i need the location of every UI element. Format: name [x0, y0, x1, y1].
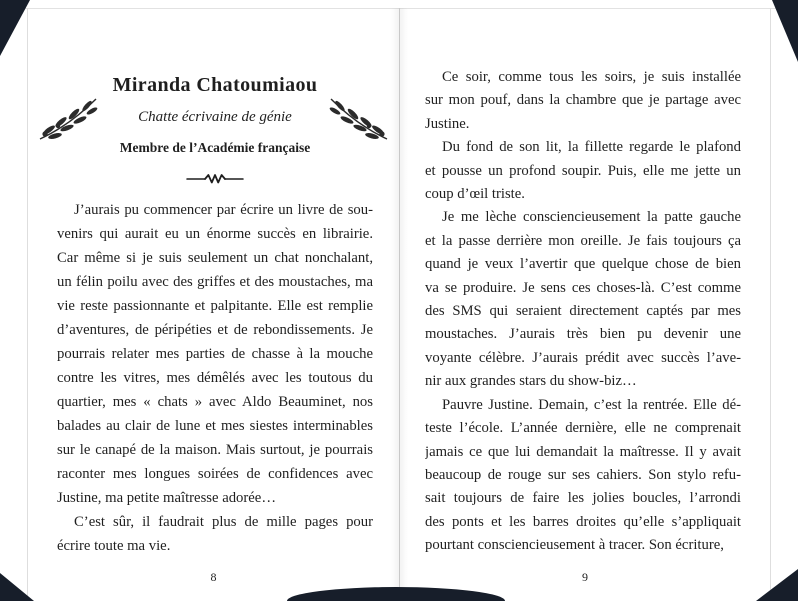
text-line: un félin poilu avec des griffes et des moustaches, ma — [57, 274, 373, 290]
text-line: raconter mes longues soirées de confidences avec — [57, 466, 373, 482]
text-line: des ponts et les barres droites qu’elle s’appliquait — [425, 513, 741, 530]
squiggle-divider-icon — [57, 172, 373, 186]
text-line: C’est sûr, il faudrait plus de mille pages pour — [74, 514, 373, 530]
paragraph — [425, 66, 741, 136]
olive-branch-left-icon — [37, 94, 99, 142]
olive-branch-right-icon — [328, 94, 390, 142]
paragraph — [425, 206, 741, 393]
text-line: balades au clair de lune et mes siestes interminables — [57, 418, 373, 434]
text-line: pourrais relater mes parties de chasse à la mouche — [57, 346, 373, 362]
text-line: sait toujours de faire les jolies boucles, l’arrondi — [425, 490, 741, 507]
chapter-membership: Membre de l’Académie française — [119, 140, 311, 155]
text-line: quand je veux l’avertir que quelque chose de bien — [425, 256, 741, 273]
text-line: J’aurais pu commencer par écrire un livre de sou- — [74, 202, 373, 218]
left-page-text — [57, 198, 373, 558]
text-line: écrire toute ma vie. — [57, 538, 171, 554]
text-line: vie reste passionnante et palpitante. Elle est remplie — [57, 298, 373, 314]
paragraph — [425, 394, 741, 558]
text-line: moustaches. J’aurais très bien pu devenir une — [425, 326, 741, 343]
text-line: Car même si je suis seulement un chat nonchalant, — [57, 250, 373, 266]
paragraph — [57, 510, 373, 558]
text-line: voyante célèbre. J’aurais prédit avec succès l’ave- — [425, 349, 741, 366]
text-line: jamais ce que lui demandait la maîtresse. Il y avait — [425, 443, 741, 460]
text-line: d’aventures, de péripéties et de rebondissements. Je — [57, 322, 373, 338]
scan-corner-top-right — [772, 0, 798, 62]
paragraph — [425, 136, 741, 206]
text-line: contre les vitres, mes démêlés avec les toutous du — [57, 370, 373, 386]
left-page-number: 8 — [210, 570, 217, 584]
text-line: et pousse un profond soupir. Puis, elle me jette un — [425, 162, 741, 179]
text-line: Je me lèche consciencieusement la patte gauche — [442, 209, 741, 226]
text-line: pourtant consciencieusement à tracer. Son écriture, — [425, 537, 724, 554]
text-line: Du fond de son lit, la fillette regarde le plafond — [442, 139, 741, 156]
chapter-subtitle: Chatte écrivaine de génie — [138, 109, 292, 125]
text-line: teste l’école. L’année dernière, elle ne comprenait — [425, 420, 741, 437]
chapter-header — [57, 8, 373, 186]
text-line: sur mon pouf, dans la chambre que je partage avec — [425, 92, 741, 109]
text-line: nir aux grandes stars du show-biz… — [425, 373, 637, 390]
text-line: coup d’œil triste. — [425, 186, 525, 203]
right-page — [400, 8, 770, 593]
text-line: et la passe derrière mon oreille. Je fais toujours ça — [425, 232, 741, 249]
text-line: beaucoup de rouge sur ses cahiers. Son stylo refu- — [425, 466, 741, 483]
text-line: Ce soir, comme tous les soirs, je suis installée — [442, 69, 741, 85]
text-line: Justine. — [425, 115, 470, 132]
text-line: venirs qui aurait eu un énorme succès en librairie. — [57, 226, 373, 242]
text-line: Justine, ma petite maîtresse adorée… — [57, 490, 277, 506]
paragraph — [57, 198, 373, 510]
right-page-text — [425, 8, 741, 558]
text-line: Pauvre Justine. Demain, c’est la rentrée. Elle dé- — [442, 396, 741, 413]
text-line: quartier, mes « chats » avec Aldo Beauminet, nos — [57, 394, 373, 410]
text-line: sur le canapé de la maison. Mais surtout, je pourrais — [57, 442, 373, 458]
chapter-title: Miranda Chatoumiaou — [112, 74, 318, 96]
text-line: va se produire. Je sens ces choses-là. C’est comme — [425, 279, 741, 296]
right-page-edge-rule — [770, 8, 771, 601]
scan-corner-top-left — [0, 0, 30, 56]
left-page — [28, 8, 399, 593]
text-line: des SMS qui seraient directement captés par mes — [425, 303, 741, 320]
right-page-number: 9 — [582, 570, 588, 584]
